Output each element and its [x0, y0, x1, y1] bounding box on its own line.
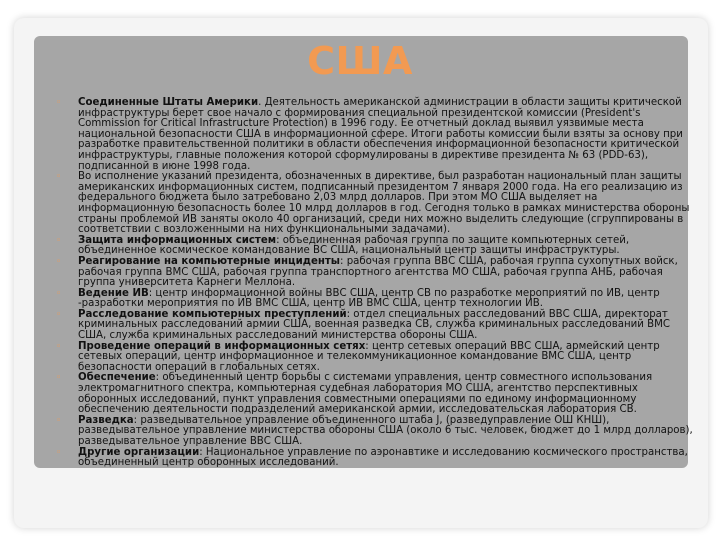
item-lead: Другие организации: [78, 446, 200, 458]
list-item: [56, 98, 696, 172]
bullet-icon: ◦: [56, 98, 62, 108]
item-separator: .: [258, 97, 265, 108]
item-separator: :: [276, 234, 283, 246]
item-text: Деятельность американской администрации в области защиты критической инфраструктуры берет свое начало с формирования специальной президентской комиссии (President's Commission for Critical Infrastructure Protection) в 1996 году. Ее отчетный доклад выявил уязвимые места национальной безопасности США в информационной сфере. Итоги работы комиссии были взяты за основу при разработке правительственной политики в области обеспечения информационной безопасности критической инфраструктуры, главные положения которой сформулированы в директиве президента № 63 (PDD-63), подписанной в июне 1998 года.: [78, 97, 683, 172]
bullet-list: [56, 98, 696, 469]
item-text: центр информационной войны ВВС США, центр СВ по разработке мероприятий по ИВ, центр -разработки мероприятия по ИВ ВМС США, центр ИВ ВМС США, центр технологии ИВ.: [78, 287, 660, 310]
list-item: [56, 257, 696, 289]
list-item: [56, 448, 696, 469]
item-text: центр сетевых операций ВВС США, армейский центр сетевых операций, центр информационное и телекоммуникационное командование ВМС США, центр безопасности операций в глобальных сетях.: [78, 340, 660, 373]
item-lead: Разведка: [78, 414, 134, 426]
item-text: объединенная рабочая группа по защите компьютерных сетей, объединенное космическое командование ВС США, национальный центр защиты инфраструктуры.: [78, 234, 630, 257]
item-lead: Соединенные Штаты Америки: [78, 97, 259, 108]
list-item: [56, 236, 696, 257]
item-lead: Обеспечение: [78, 372, 156, 384]
bullet-icon: ◦: [56, 373, 62, 384]
bullet-icon: ◦: [56, 415, 62, 426]
item-separator: :: [365, 340, 372, 352]
item-text: Во исполнение указаний президента, обозначенных в директиве, был разработан национальный план защиты американских информационных систем, подписанный президентом 7 января 2000 года. На его реализацию из федерального бюджета было затребовано 2,03 млрд долларов. При этом МО США выделяет на информационную безопасность более 10 млрд долларов в год. Сегодня только в рамках министерства обороны страны проблемой ИВ заняты около 40 организаций, среди них можно выделить следующие (сгруппированы в соответствии с возложенными на них функциональными задачами).: [78, 171, 690, 236]
item-separator: :: [346, 308, 354, 320]
item-separator: :: [133, 414, 141, 426]
slide-title: США: [307, 39, 413, 83]
list-item: [56, 172, 696, 236]
item-lead: Проведение операций в информационных сетях: [78, 340, 366, 352]
list-item: [56, 373, 696, 415]
item-separator: :: [340, 255, 347, 267]
item-separator: :: [199, 446, 206, 458]
item-separator: :: [148, 287, 156, 299]
item-text: рабочая группа ВВС США, рабочая группа сухопутных войск, рабочая группа ВМС США, рабочая группа транспортного агентства МО США, рабочая группа АНБ, рабочая группа университета Карнеги Меллона.: [78, 255, 678, 289]
bullet-icon: ◦: [56, 235, 62, 246]
bullet-icon: ◦: [56, 288, 62, 299]
item-text: отдел специальных расследований ВВС США, директорат криминальных расследований армии США, военная разведка СВ, служба криминальных расследований ВМС США, служба криминальных расследований министерства обороны США.: [78, 308, 670, 342]
item-text: объединенный центр борьбы с системами управления, центр совместного использования электромагнитного спектра, компьютерная судебная лаборатория МО США, агентство перспективных оборонных исследований, пункт управления совместными операциями по единому информационному обеспечению деятельности подразделений американской армии, исследовательская лаборатория СВ.: [78, 372, 653, 416]
list-item: [56, 310, 696, 342]
item-lead: Реагирование на компьютерные инциденты: [78, 255, 341, 267]
list-item: [56, 416, 696, 448]
bullet-icon: ◦: [56, 309, 62, 320]
list-item: [56, 289, 696, 310]
item-text: Национальное управление по аэронавтике и исследованию космического пространства, объединенный центр оборонных исследований.: [78, 446, 688, 469]
bullet-icon: ◦: [56, 447, 62, 458]
item-separator: :: [155, 372, 163, 384]
item-lead: Расследование компьютерных преступлений: [78, 308, 347, 320]
item-lead: Ведение ИВ: [78, 287, 149, 299]
list-item: [56, 342, 696, 374]
item-text: разведывательное управление объединенного штаба J, (разведуправление ОШ КНШ), разведывательное управление министерства обороны США (около 6 тыс. человек, бюджет до 1 млрд долларов), разведывательное управление ВВС США.: [78, 414, 693, 447]
bullet-icon: ◦: [56, 341, 62, 352]
item-lead: Защита информационных систем: [78, 234, 277, 246]
bullet-icon: ◦: [56, 172, 62, 183]
bullet-icon: ◦: [56, 256, 62, 267]
